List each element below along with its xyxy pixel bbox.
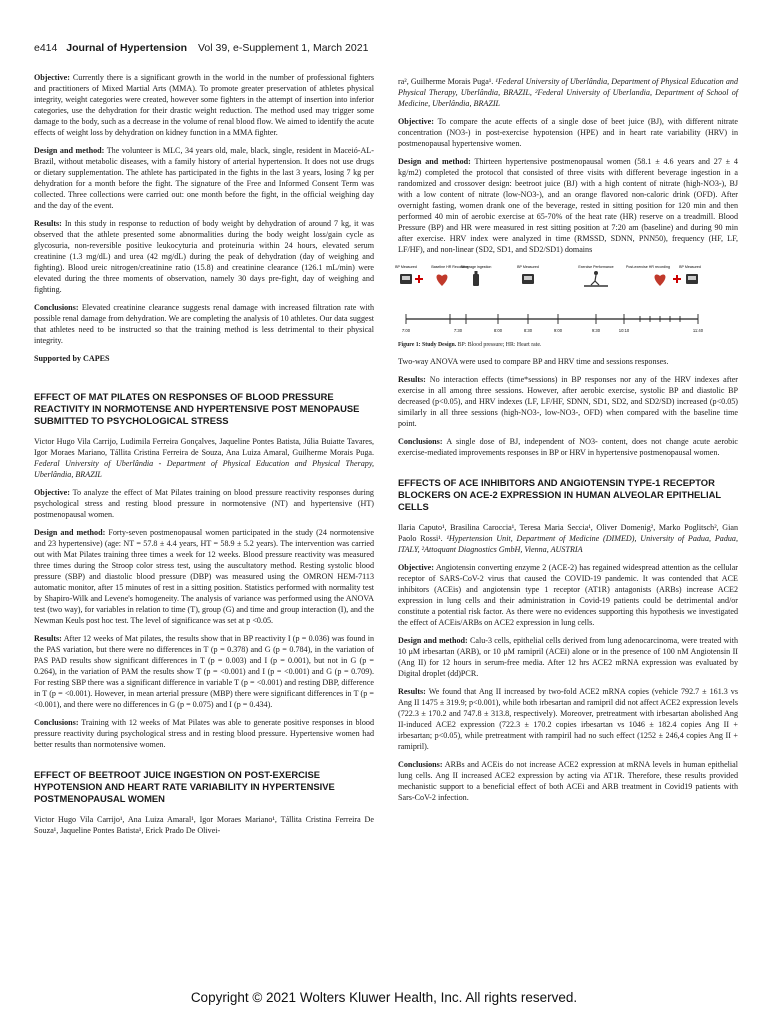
abs1-design <box>34 145 374 211</box>
conclusions-label: Conclusions: <box>34 718 79 728</box>
abs4-authors <box>398 522 738 555</box>
results-text: After 12 weeks of Mat pilates, the results show that in BP reactivity I (p = 0.036) was found in the PAS variation, but there were no differences in T (p = 0.378) and G (p = 0.784), in the variation of PAS PAD results show significant differences in T (p = 0.003) and I (p = 0.001), but not in G (p = 0.264), in the variation of PAM the results show T (p = <0.001) and I (p = <0.001) and G (p = 0.709). For resting SBP there was a significant difference in variable T (p = <0.001) and resting DBP, difference in T (p = <0.001). However, in mean arterial pressure (MBP) there were significant differences in T (p = <0.001), and there were no differences in G (p = 0.075) and I (p = 0.434). <box>34 634 374 710</box>
label-exercise: Exercise Performance <box>578 265 614 269</box>
plus-icon <box>673 275 681 283</box>
results-label: Results: <box>34 219 62 228</box>
time-label: 9:00 <box>553 328 563 333</box>
objective-text: To compare the acute effects of a single dose of beet juice (BJ), with different nitrate concentration (NO3-) in post-exercise hypotension (HPE) and in heart rate variability (HRV) in postmenopausal hypertensive women. <box>398 117 738 148</box>
design-text: Calu-3 cells, epithelial cells derived from lung adenocarcinoma, were treated with 10 μM irbesartan (ARB), or 10 μM ramipril (ACEi) alone or in the presence of 100 nM Angiotensin II (Ang II) for 12 hours in serum-free media. After 12 hrs ACE2 mRNA expression was evaluated by Digital droplet (dd)PCR. <box>398 635 738 678</box>
bottle-icon <box>473 271 479 286</box>
abs4-design <box>398 635 738 679</box>
abs3-anova-note: Two-way ANOVA were used to compare BP and HRV time and sessions responses. <box>398 356 669 366</box>
results-label: Results: <box>34 634 62 644</box>
label-post-hr: Post-exercise HR recording <box>626 265 670 269</box>
conclusions-text: Elevated creatinine clearance suggests renal damage with increased filtration rate with possible renal damage from dehydration. We are completing the analysis of 10 athletes. Our data suggest that athletes need to be instructed so that the training method is less detrimental to their physical integrity. <box>34 303 374 345</box>
design-label: Design and method: <box>34 146 105 155</box>
objective-label: Objective: <box>34 488 70 498</box>
author-list: Victor Hugo Vila Carrijo, Ludimila Ferreira Gonçalves, Jaqueline Pontes Batista, Júlia Buiatte Tavares, Igor Moraes Mariano, Tállita Cristina Ferreira de Souza, Ana Luiza Amaral, Guilherme Morais Puga. <box>34 437 374 458</box>
left-column <box>34 72 374 843</box>
design-text: Thirteen hypertensive postmenopausal women (58.1 ± 4.6 years and 27 ± 4 kg/m2) completed the protocol that consisted of three visits with different beverage ingestion in a randomized and crossover design: beetroot juice (BJ) with a high content of nitrate (high-NO3-), BJ with a low content of nitrate (low-NO3-), and an orange flavored non-caloric drink (OFD). After overnight fasting, women drank one of the beverage, rested in sitting position for 120 min and then performed 40 min of aerobic exercise at 65-70% of the heat rate (HR) reserve on a treadmill. Blood Pressure (BP) and HR were measured in rest sitting position at 7:20 am (baseline) and during 90 min after exercise. HRV index were analyzed in time (RMSSD, SDNN, PNN50), frequency (HF, LF, LF/HF), and non-linear (SD2, SD1, and SD2/SD1) domains <box>398 157 738 254</box>
study-design-diagram <box>395 262 738 340</box>
time-label: 9:30 <box>591 328 601 333</box>
bp-monitor-icon <box>686 274 698 284</box>
heart-icon <box>655 274 666 286</box>
objective-text: Angiotensin converting enzyme 2 (ACE-2) has regained widespread attention as the cellular receptor of SARS-CoV-2 virus that caused the COVID-19 pandemic. It was contended that ACE inhibitors (ACEis) and angiotensin type 1 receptor (AT1R) antagonists (ARBs) increase ACE2 expression in lung cells and their administration in Covid-19 patients could be detrimental and/or constitute a potential risk factor. As there were no evidences supporting this hypothesis we investigated the effect of ACEis/ARBs on ACE2 expression in lung cells. <box>398 562 738 627</box>
affiliation: ¹Hypertension Unit, Department of Medicine (DIMED), University of Padua, Padua, ITALY, ²Attoquant Diagnostics GmbH, Vienna, AUSTRIA <box>398 533 738 554</box>
abs3-title: EFFECT OF BEETROOT JUICE INGESTION ON POST-EXERCISE HYPOTENSION AND HEART RATE VARIABILITY IN HYPERTENSIVE POSTMENOPAUSAL WOMEN <box>34 769 335 805</box>
objective-text: To analyze the effect of Mat Pilates training on blood pressure reactivity responses during psychological stress and resting blood pressure in normotensive (NT) and hypertensive (HT) postmenopausal women. <box>34 488 374 520</box>
results-text: In this study in response to reduction of body weight by dehydration of around 7 kg, it was observed that the athlete presented some abnormalities during the body weight loss/gain cycle as glycosuria, non-reversible positive leukocyturia and proteinuria within 24 hours, elevated serum creatinine (1.3 mg/dL) and urea (42 mg/dL) during the peak of dehydration (day of weighing and fighting). Blood ureic nitrogen/creatinine ratio (15.8) and creatinine clearance (126.1 mL/min) were elevated during the three moments of observation, namely 30 days pre-fight, day of weighing and fighting. <box>34 219 374 294</box>
abs1-results <box>34 218 374 295</box>
results-text: We found that Ang II increased by two-fold ACE2 mRNA copies (vehicle 792.7 ± 161.3 vs Ang II 1475 ± 319.9; p<0.001), while both irbesartan and ramipril did not affect ACE2 expression levels (722.3 ± 170.2 and 747.8 ± 313.8, respectively). Moreover, pretreatment with irbesartan abolished Ang II-induced ACE2 expression (722.3 ± 170.2 copies irbesartan vs 1046 ± 182.4 copies Ang II + irbesartan; p<0.05), while pretreatment with rampiril had no such effect (1252 ± 246,4 copies Ang II + ramipril). <box>398 686 738 751</box>
design-text: Forty-seven postmenopausal women participated in the study (24 normotensive and 23 hypertensive) (age: NT = 57.8 ± 4.4 years, HT = 58.9 ± 5.2 years). The intervention was carried out with Mat Pilates training three times a week for 12 weeks. Blood pressure reactivity was measured three times during the Stroop color stress test, using the auscultatory method. Resting systolic blood pressure (SBP) and diastolic blood pressure (DBP) was measured using the OMRON HEM-7113 automatic monitor, after 15 minutes of rest in a sitting position. Statistics performed with normality test by Shapiro-Wilk and Levene's homogeneity. The analysis of variance was performed using the ANOVA test (two way), for variables in relation to time (T), group (G) and time and group interaction (I), and the Newman Keuls post hoc test. The level of significance was set at p <0.05. <box>34 528 374 626</box>
design-label: Design and method: <box>34 528 106 538</box>
results-label: Results: <box>398 374 426 384</box>
time-label: 8:00 <box>493 328 503 333</box>
abs2-conclusions <box>34 717 374 750</box>
results-text: No interaction effects (time*sessions) in BP responses nor any of the HRV indexes after exercise in all among three sessions. However, after aerobic exercise, systolic BP and diastolic BP decreased (p<0.05), and HRV indexes (LF, LF/HF, SDNN, SD1, SD2, and SD2/SD) increased (p<0.05) similarly in all three sessions (high-NO3-, low-NO3-, OFD) when compared with the baseline time point. <box>398 374 738 428</box>
affiliation: Federal University of Uberlândia - Department of Physical Education and Physical Therapy, Uberlândia, BRAZIL <box>34 459 374 480</box>
abs3-authors: Victor Hugo Vila Carrijo¹, Ana Luiza Amaral¹, Igor Moraes Mariano¹, Tállita Cristina Ferreira De Souza¹, Jaqueline Pontes Batista¹, Erick Prado De Olivei- <box>34 815 374 836</box>
abs2-title: EFFECT OF MAT PILATES ON RESPONSES OF BLOOD PRESSURE REACTIVITY IN NORMOTENSE AND HYPERTENSIVE POST MENOPAUSE SUBMITTED TO PSYCHOLOGICAL STRESS <box>34 391 360 427</box>
conclusions-label: Conclusions: <box>34 303 79 312</box>
abs1-objective <box>34 72 374 138</box>
abs3-objective <box>398 116 738 149</box>
page-number: e414 <box>34 42 58 54</box>
results-label: Results: <box>398 686 426 696</box>
conclusions-label: Conclusions: <box>398 436 443 446</box>
label-bp-1: BP Measured <box>395 265 417 269</box>
conclusions-label: Conclusions: <box>398 759 443 769</box>
study-design-figure <box>395 262 738 350</box>
abs3-results <box>398 374 738 429</box>
volume-info: Vol 39, e-Supplement 1, March 2021 <box>197 42 369 54</box>
timeline-labels <box>402 328 704 333</box>
objective-label: Objective: <box>398 117 434 126</box>
author-list: ra², Guilherme Morais Puga¹. <box>398 77 494 86</box>
right-column <box>395 76 739 810</box>
abs2-objective <box>34 487 374 520</box>
design-text: The volunteer is MLC, 34 years old, male, black, single, resident in Maceió-AL-Brazil, without metabolic diseases, with a family history of arterial hypertension. It does not use drugs or dietary supplementation. The athlete has participated in the fights in the last 3 years, losing 7 kg per dehydration for a month before the fight. The signature of the Free and Informed Consent Term was collected. Three collections were carried out: one month before the fight, in the official weighing day and the day of the event. <box>34 146 374 210</box>
objective-label: Objective: <box>34 73 70 82</box>
abs2-design <box>34 527 374 626</box>
heart-icon <box>437 274 448 286</box>
caption-text: BP: Blood pressure; HR: Heart rate. <box>457 342 542 348</box>
abs4-objective <box>398 562 738 628</box>
conclusions-text: ARBs and ACEis do not increase ACE2 expression at mRNA levels in human epithelial lung cells. Ang II increased ACE2 expression by acting via AT1R. Therefore, these results provided mechanistic support to a beneficial effect of both ACEi and ARB treatment in Covid19 patients with Sars-CoV-2 infection. <box>398 759 738 802</box>
abs3-conclusions <box>398 436 738 458</box>
time-label: 7:00 <box>401 328 411 333</box>
caption-label: Figure 1: <box>398 342 421 348</box>
abs2-authors <box>34 436 374 480</box>
conclusions-text: A single dose of BJ, independent of NO3- content, does not change acute aerobic exercise-mediated improvements responses in BP or HRV in hypertensive postmenopausal women. <box>398 436 739 457</box>
label-beverage: Beverage ingestion <box>460 265 492 269</box>
plus-icon <box>415 275 423 283</box>
caption-title: Study Design. <box>422 342 457 348</box>
bp-monitor-icon <box>400 274 412 284</box>
bp-monitor-icon <box>522 274 534 284</box>
author-list: Ilaria Caputo¹, Brasilina Caroccia¹, Teresa Maria Seccia¹, Oliver Domenig², Marko Poglitsch², Gian Paolo Rossi¹. <box>398 522 738 543</box>
conclusions-text: Training with 12 weeks of Mat Pilates was able to generate positive responses in blood pressure reactivity during psychological stress and in resting blood pressure. Hypertensive women had better results than normotensive women. <box>34 718 374 750</box>
abs3-design <box>398 156 738 255</box>
time-label: 11:40 <box>692 328 704 333</box>
objective-text: Currently there is a significant growth in the world in the number of professional fighters and practitioners of Mixed Martial Arts (MMA). To promote greater preservation of athletes physical integrity, weight categories were created, however some fighters in the attempt of insertion into inferior categories, use the dehydration for their drastic weight reduction. The method used may trigger some damage to the body, such as a decrease in the volume of renal blood flow. We aimed to identify the acute effects of weight loss by dehydration on kidney function in a MMA fighter. <box>34 73 374 137</box>
running-header <box>34 42 734 54</box>
abs4-results <box>398 686 738 752</box>
label-bp-3: BP Measured <box>679 265 701 269</box>
design-label: Design and method: <box>398 635 468 645</box>
abs4-conclusions <box>398 759 738 803</box>
affiliation: ¹Federal University of Uberlândia, Department of Physical Education and Physical Therapy, Uberlândia, BRAZIL, ²Federal University of Uberlandia, Department of School of Medicine, Uberlândia, BRAZIL <box>398 77 738 108</box>
time-label: 10:10 <box>618 328 630 333</box>
abs3-authors-cont <box>398 76 738 109</box>
treadmill-runner-icon <box>584 271 608 286</box>
copyright-footer: Copyright © 2021 Wolters Kluwer Health, Inc. All rights reserved. <box>190 990 578 1005</box>
abs2-results <box>34 633 374 710</box>
figure-caption <box>398 342 738 350</box>
time-label: 8:30 <box>523 328 533 333</box>
label-baseline-hr: Baseline HR Recording <box>431 265 469 269</box>
funding-note: Supported by CAPES <box>34 354 110 363</box>
journal-name: Journal of Hypertension <box>66 42 188 54</box>
abs4-title: EFFECTS OF ACE INHIBITORS AND ANGIOTENSIN TYPE-1 RECEPTOR BLOCKERS ON ACE-2 EXPRESSION IN HUMAN ALVEOLAR EPITHELIAL CELLS <box>398 476 721 512</box>
label-bp-2: BP Measured <box>517 265 539 269</box>
time-label: 7:30 <box>453 328 463 333</box>
abs1-conclusions <box>34 302 374 346</box>
objective-label: Objective: <box>398 562 434 572</box>
design-label: Design and method: <box>398 157 471 166</box>
